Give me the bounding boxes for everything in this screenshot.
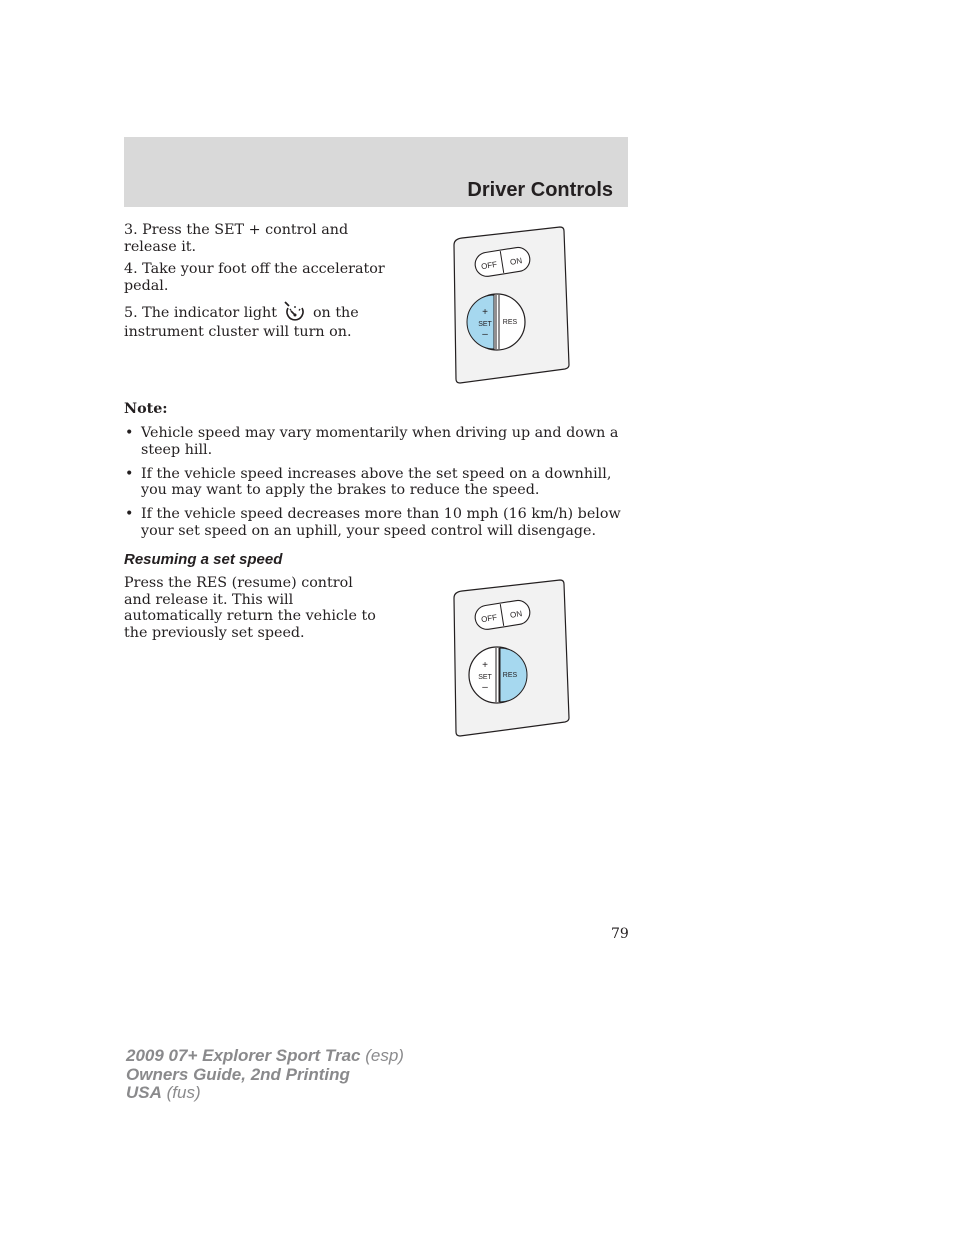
note-item-text: If the vehicle speed increases above the set speed on a downhill, you may want to apply the brakes to reduce the speed.: [141, 465, 612, 498]
set-minus-label: –: [482, 682, 488, 693]
bullet-mark: •: [125, 506, 134, 522]
set-plus-label: +: [482, 307, 488, 318]
note-item-text: If the vehicle speed decreases more than 10 mph (16 km/h) below your set speed on an uphill, your speed control will disengage.: [141, 506, 621, 539]
footer-model: 2009 07+ Explorer Sport Trac: [126, 1046, 361, 1065]
section-title: Driver Controls: [467, 179, 613, 201]
speed-control-indicator-icon: [281, 301, 309, 323]
off-button-label: OFF: [480, 612, 498, 625]
set-minus-label: –: [482, 329, 488, 340]
speed-control-set-figure: [448, 225, 572, 387]
note-item: [124, 506, 624, 539]
step-5-text: [124, 301, 389, 341]
step-5-text-before: 5. The indicator light: [124, 305, 277, 321]
set-label: SET: [478, 674, 492, 681]
bullet-mark: •: [125, 465, 134, 482]
page-number: 79: [611, 926, 629, 942]
bullet-mark: •: [125, 425, 134, 441]
off-button-label: OFF: [480, 259, 498, 272]
section-header-band: [124, 137, 628, 207]
res-label: RES: [502, 319, 518, 326]
on-button-label: ON: [509, 256, 523, 267]
footer-edition: Owners Guide, 2nd Printing: [126, 1064, 350, 1084]
footer-region-code: (fus): [161, 1083, 201, 1102]
note-item: [124, 425, 624, 458]
resuming-heading: Resuming a set speed: [124, 551, 283, 568]
note-label: Note:: [124, 401, 168, 417]
set-plus-label: +: [482, 660, 488, 671]
document-footer: [126, 1047, 404, 1103]
step-5-text-after: on the instrument cluster will turn on.: [124, 305, 359, 340]
resuming-text: Press the RES (resume) control and release it. This will automatically return the vehicle to the previously set speed.: [124, 575, 376, 641]
note-item: [124, 466, 624, 499]
note-item-text: Vehicle speed may vary momentarily when driving up and down a steep hill.: [141, 425, 619, 458]
set-label: SET: [478, 321, 492, 328]
footer-region: USA: [126, 1083, 162, 1102]
note-list: [124, 425, 624, 547]
res-label: RES: [502, 672, 518, 679]
on-button-label: ON: [509, 609, 523, 620]
step-3-text: 3. Press the SET + control and release it.: [124, 222, 349, 255]
step-4-text: 4. Take your foot off the accelerator pedal.: [124, 261, 385, 294]
footer-model-code: (esp): [360, 1046, 404, 1065]
speed-control-res-figure: [448, 578, 572, 740]
